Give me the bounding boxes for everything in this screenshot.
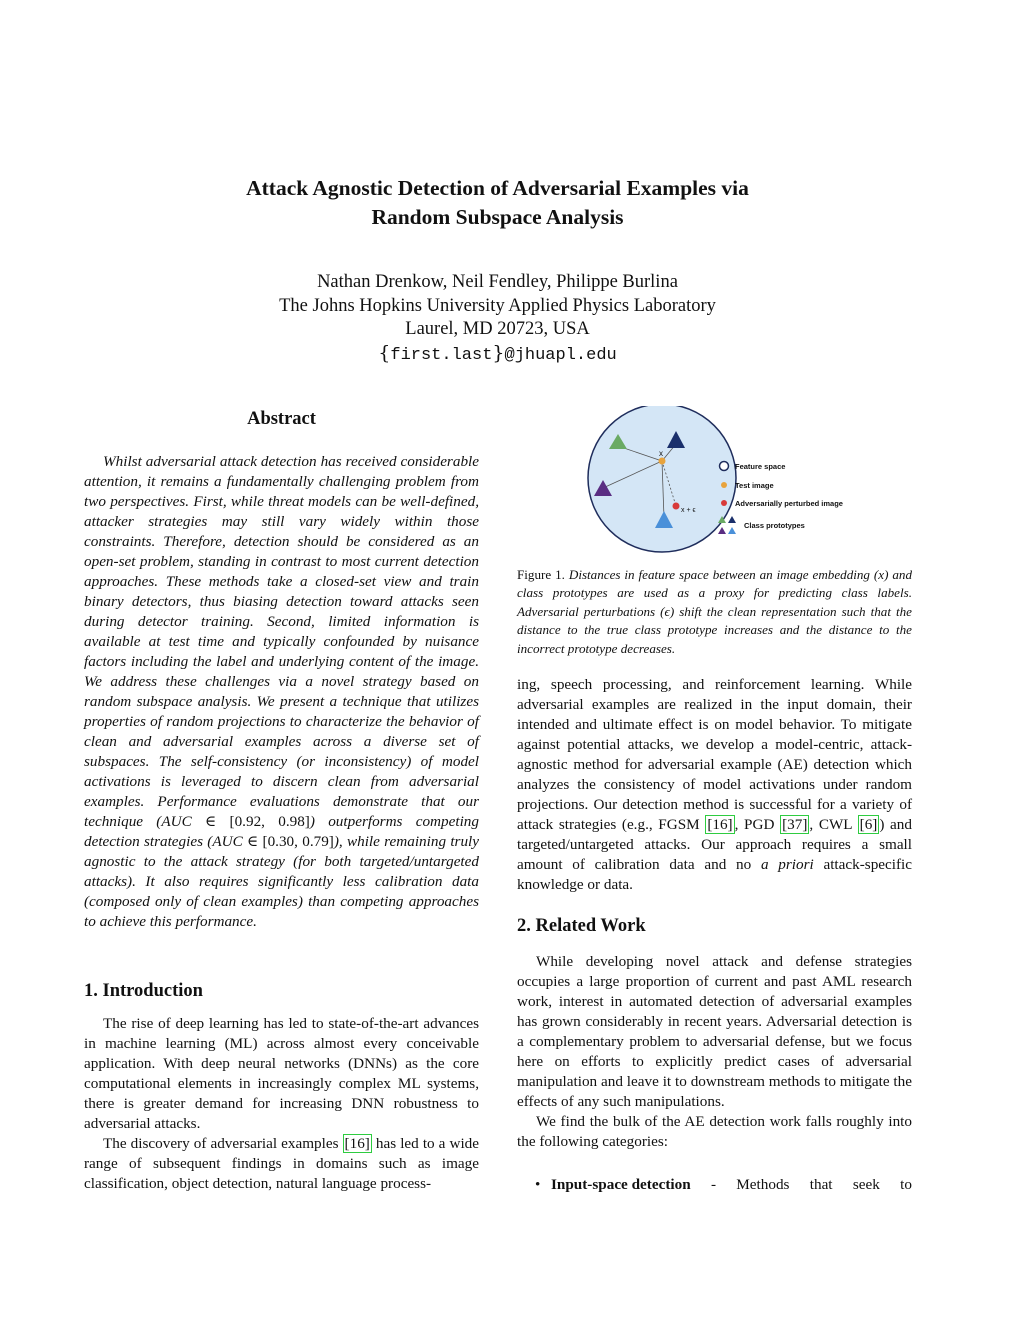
abstract-part-3: ), while remaining truly agnostic to the attack strategy (for both targeted/untargeted attacks). It also requires significantly less calibration data (composed only of clean examples) than competing approaches to achieve this performance.: [84, 833, 479, 930]
bullet-bold: Input-space detection: [551, 1176, 691, 1193]
email: [150, 342, 845, 368]
intro-heading: 1. Introduction: [84, 981, 203, 1001]
intro-continuation-paragraph: [517, 675, 912, 895]
intro-p2-a: The discovery of adversarial examples: [103, 1135, 343, 1152]
author-block: [150, 271, 845, 367]
related-work-body: [517, 952, 912, 1152]
intro-continuation: [517, 675, 912, 895]
legend-test-image-icon: [721, 482, 727, 488]
email-user: first.last: [390, 345, 493, 365]
legend-test-image: Test image: [735, 481, 774, 490]
auc-expression-1: [161, 813, 310, 830]
caption-x: x: [878, 567, 885, 582]
related-work-heading: 2. Related Work: [517, 916, 646, 936]
auc-range-1: [0.92, 0.98]: [229, 813, 310, 830]
auc-range-2: [0.30, 0.79]: [262, 833, 334, 850]
abstract-heading: Abstract: [247, 409, 316, 429]
legend-prototype-purple-icon: [718, 527, 726, 534]
bullet-word-1: -: [710, 1176, 716, 1193]
auc-label-2: AUC: [212, 833, 243, 850]
bullet-item: [517, 1175, 912, 1195]
legend-prototype-navy-icon: [728, 516, 736, 523]
intro-paragraph-2: [84, 1134, 479, 1194]
figure-1-diagram: [578, 406, 878, 556]
caption-eps: ϵ: [664, 603, 670, 619]
auc-in-2: ∈: [242, 833, 263, 850]
feature-space-circle: [588, 406, 736, 552]
paper-title: [150, 174, 845, 232]
cont-b: , PGD: [734, 816, 781, 833]
caption-text: [517, 567, 912, 656]
citation-16b-link[interactable]: [16]: [707, 816, 733, 833]
email-domain: @jhuapl.edu: [504, 345, 617, 365]
address: Laurel, MD 20723, USA: [405, 319, 590, 339]
cont-c: , CWL: [809, 816, 858, 833]
legend-adversarial: Adversarially perturbed image: [735, 499, 843, 508]
legend-feature-space-icon: [720, 462, 729, 471]
cont-em: a priori: [760, 856, 814, 873]
figure-1-caption: [517, 566, 912, 658]
title-line-1: Attack Agnostic Detection of Adversarial Examples via: [246, 176, 749, 200]
abstract-part-2: ) outperforms competing detection strategies (: [84, 813, 479, 850]
legend-feature-space: Feature space: [735, 462, 786, 471]
abstract-part-1: Whilst adversarial attack detection has received considerable attention, it remains a fundamentally challenging problem from two perspectives. First, while threat models can be well-defined, attacker strategies may still vary widely within those constraints. Therefore, detection should be considered as an open-set problem, standing in contrast to most current detection approaches. These methods take a closed-set view and train binary detectors, thus biasing detection toward attacks seen during detector training. Second, limited information is available at test time and typically confounded by nuisance factors including the label and underlying content of the image. We address these challenges via a novel strategy based on random subspace analysis. We present a technique that utilizes properties of random projections to characterize the behavior of clean and adversarial examples across a diverse set of subspaces. The self-consistency (or inconsistency) of model activations is leveraged to discern clean from adversarial examples. Performance evaluations demonstrate that our technique (: [84, 453, 479, 830]
auc-in-1: ∈: [191, 813, 230, 830]
adversarial-point: [673, 503, 680, 510]
caption-a: Distances in feature space between an image embedding (: [564, 567, 879, 582]
email-brace-open: {: [378, 341, 391, 364]
bullet-word-4: seek: [852, 1176, 880, 1193]
cont-d: ) and targeted/untargeted attacks. Our approach requires a small amount of calibration data and no: [517, 816, 912, 873]
related-work-paragraph-1: While developing novel attack and defense strategies occupies a large proportion of current and past AML research work, interest in automated detection of adversarial examples has grown considerably in recent years. Adversarial detection is a complementary problem to adversarial defense, but we focus here on efforts to explicitly predict cases of adversarial manipulation and leave it to downstream methods to mitigate the effects of any such manipulations.: [517, 953, 912, 1110]
caption-b: ) and class prototypes are used as a proxy for predicting class labels. Adversarial perturbations (: [517, 567, 912, 619]
bullet-mark: •: [535, 1176, 541, 1193]
cont-a: ing, speech processing, and reinforcement learning. While adversarial examples are realized in the input domain, their intended and ultimate effect is on model behavior. To mitigate against potential attacks, we develop a model-centric, attack-agnostic method for adversarial example (AE) detection which analyzes the consistency of model activations under random projections. Our detection method is successful for a variety of attack strategies (e.g., FGSM: [517, 676, 912, 833]
cont-e: attack-specific knowledge or data.: [517, 856, 913, 893]
figure-1: [578, 406, 878, 556]
label-x: x: [659, 449, 663, 458]
auc-label-1: AUC: [161, 813, 192, 830]
bullet-word-5: to: [900, 1176, 912, 1193]
legend-adversarial-icon: [721, 500, 727, 506]
related-work-paragraph-2: We find the bulk of the AE detection work falls roughly into the following categories:: [517, 1113, 912, 1150]
auc-expression-2: [212, 833, 334, 850]
caption-label: Figure 1.: [517, 567, 565, 582]
bullet-word-3: that: [809, 1176, 833, 1193]
title-line-2: Random Subspace Analysis: [371, 205, 624, 229]
authors: Nathan Drenkow, Neil Fendley, Philippe Burlina: [317, 272, 678, 292]
email-brace-close: }: [492, 341, 505, 364]
legend-prototype-blue-icon: [728, 527, 736, 534]
caption-c: ) shift the clean representation such that the distance to the true class prototype increases and the distance to the incorrect prototype decreases.: [517, 603, 912, 656]
intro-paragraph-1: The rise of deep learning has led to state-of-the-art advances in machine learning (ML) across almost every conceivable application. With deep neural networks (DNNs) as the core computational elements in increasingly complex ML systems, there is greater demand for increasing DNN robustness to adversarial attacks.: [84, 1015, 479, 1132]
legend-class-prototypes: Class prototypes: [744, 521, 805, 530]
bullet-word-2: Methods: [736, 1176, 790, 1193]
test-image-point: [659, 458, 666, 465]
label-x-plus-eps: x + ϵ: [681, 507, 696, 514]
abstract-text: [84, 452, 479, 932]
affiliation: The Johns Hopkins University Applied Physics Laboratory: [279, 295, 716, 316]
citation-16-link[interactable]: [16]: [344, 1135, 370, 1152]
citation-37-link[interactable]: [37]: [782, 816, 808, 833]
bullet-text: [551, 1175, 912, 1195]
intro-p2-b: has led to a wide range of subsequent findings in domains such as image classification, object detection, natural language process-: [84, 1135, 479, 1192]
intro-body: [84, 1014, 479, 1194]
citation-6-link[interactable]: [6]: [859, 816, 878, 833]
